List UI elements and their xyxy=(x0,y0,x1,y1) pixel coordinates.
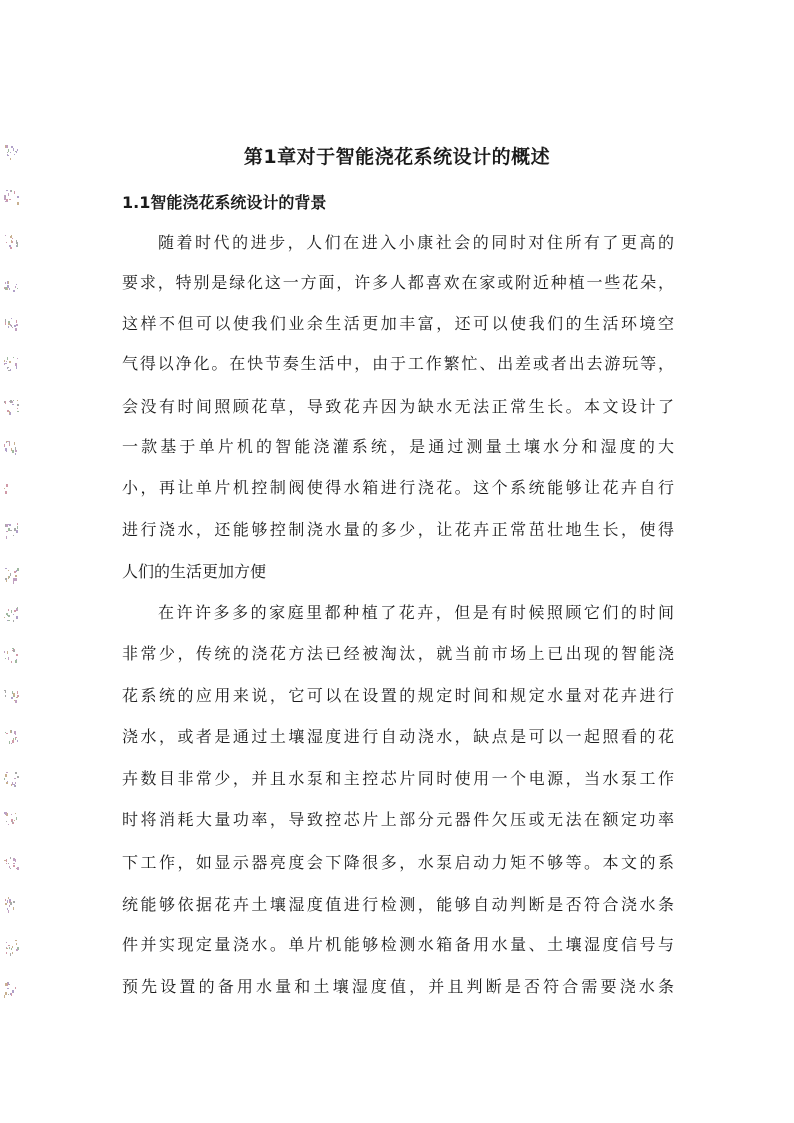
noise-dot xyxy=(4,444,5,447)
noise-dot xyxy=(12,327,13,328)
noise-dot xyxy=(10,247,12,249)
noise-dot xyxy=(13,614,14,615)
noise-dot xyxy=(16,530,18,533)
noise-dot xyxy=(7,900,8,903)
noise-dot xyxy=(16,324,18,326)
noise-dot xyxy=(11,948,12,950)
noise-dot xyxy=(13,148,14,151)
noise-dot xyxy=(15,453,16,455)
margin-noise-mark xyxy=(4,190,20,206)
noise-dot xyxy=(5,812,7,815)
text-line: 非常少，传统的浇花方法已经被淘汰，就当前市场上已出现的智能浇 xyxy=(122,644,674,663)
noise-dot xyxy=(16,151,17,153)
noise-dot xyxy=(6,863,7,864)
noise-dot xyxy=(9,866,10,868)
noise-dot xyxy=(8,994,9,995)
margin-noise-mark xyxy=(4,982,20,998)
text-line: 人们的生活更加方便 xyxy=(122,562,267,581)
noise-dot xyxy=(9,443,10,446)
noise-dot xyxy=(15,660,17,663)
noise-dot xyxy=(17,288,18,289)
text-line: 小，再让单片机控制阀使得水箱进行浇花。这个系统能够让花卉自行 xyxy=(122,478,674,497)
noise-dot xyxy=(17,607,18,609)
noise-dot xyxy=(8,620,10,621)
noise-dot xyxy=(12,401,13,403)
text-line: 统能够依据花卉土壤湿度值进行检测，能够自动判断是否符合浇水条 xyxy=(122,895,674,914)
noise-dot xyxy=(16,654,18,656)
noise-dot xyxy=(13,693,15,696)
noise-dot xyxy=(6,952,7,954)
noise-dot xyxy=(17,408,18,409)
noise-dot xyxy=(11,190,12,192)
noise-dot xyxy=(4,995,5,998)
noise-dot xyxy=(6,948,8,949)
text-line: 会没有时间照顾花草，导致花卉因为缺水无法正常生长。本文设计了 xyxy=(122,397,674,416)
noise-dot xyxy=(8,441,10,442)
noise-dot xyxy=(6,361,7,362)
noise-dot xyxy=(6,613,8,615)
noise-dot xyxy=(12,782,13,785)
noise-dot xyxy=(13,357,14,358)
noise-dot xyxy=(5,568,7,569)
noise-dot xyxy=(5,578,7,580)
noise-dot xyxy=(11,993,12,996)
noise-dot xyxy=(10,730,11,733)
noise-dot xyxy=(15,733,16,735)
noise-dot xyxy=(13,865,15,867)
noise-dot xyxy=(17,867,19,870)
noise-dot xyxy=(15,578,17,581)
noise-dot xyxy=(5,992,7,995)
noise-dot xyxy=(17,202,19,205)
noise-dot xyxy=(6,145,8,148)
noise-dot xyxy=(12,238,13,239)
noise-dot xyxy=(4,197,6,200)
noise-dot xyxy=(6,442,7,443)
noise-dot xyxy=(5,448,7,451)
noise-dot xyxy=(9,905,10,907)
noise-dot xyxy=(6,242,7,243)
noise-dot xyxy=(9,288,10,290)
noise-dot xyxy=(17,740,18,742)
noise-dot xyxy=(7,201,8,202)
noise-dot xyxy=(10,400,12,403)
noise-dot xyxy=(11,235,12,236)
noise-dot xyxy=(14,784,15,787)
noise-dot xyxy=(15,813,16,814)
text-line: 时将消耗大量功率，导致控芯片上部分元器件欠压或无法在额定功率 xyxy=(122,810,674,829)
noise-dot xyxy=(16,868,17,869)
noise-dot xyxy=(6,859,7,862)
margin-noise-mark xyxy=(4,897,20,913)
margin-noise-mark xyxy=(4,400,20,416)
text-line: 浇水，或者是通过土壤湿度进行自动浇水，缺点是可以一起照看的花 xyxy=(122,727,674,746)
noise-dot xyxy=(8,910,9,913)
margin-noise-mark xyxy=(4,482,20,498)
noise-dot xyxy=(15,450,17,452)
noise-dot xyxy=(16,697,18,698)
noise-dot xyxy=(12,946,13,948)
noise-dot xyxy=(5,196,6,197)
noise-dot xyxy=(7,154,8,156)
noise-dot xyxy=(16,701,17,703)
noise-dot xyxy=(4,363,5,365)
noise-dot xyxy=(5,690,6,693)
noise-dot xyxy=(6,536,7,539)
noise-dot xyxy=(5,658,6,659)
margin-noise-mark xyxy=(4,523,20,539)
noise-dot xyxy=(7,531,8,532)
noise-dot xyxy=(17,776,19,778)
noise-dot xyxy=(15,772,17,774)
margin-noise-mark xyxy=(4,690,20,706)
noise-dot xyxy=(10,953,11,956)
noise-dot xyxy=(9,524,11,526)
margin-noise-mark xyxy=(4,145,20,161)
noise-dot xyxy=(11,448,12,451)
noise-dot xyxy=(11,240,12,243)
noise-dot xyxy=(17,149,18,151)
margin-noise-mark xyxy=(4,357,20,373)
noise-dot xyxy=(8,321,10,323)
margin-noise-mark xyxy=(4,607,20,623)
noise-dot xyxy=(16,366,17,369)
noise-dot xyxy=(10,324,11,326)
noise-dot xyxy=(14,191,15,194)
noise-dot xyxy=(17,523,18,525)
noise-dot xyxy=(15,328,17,331)
noise-dot xyxy=(10,152,11,153)
noise-dot xyxy=(14,154,15,155)
noise-dot xyxy=(4,401,5,403)
noise-dot xyxy=(9,899,11,901)
noise-dot xyxy=(16,818,17,819)
noise-dot xyxy=(8,824,9,825)
noise-dot xyxy=(15,363,17,366)
noise-dot xyxy=(5,695,6,697)
noise-dot xyxy=(6,942,7,943)
noise-dot xyxy=(8,281,9,284)
noise-dot xyxy=(7,651,8,654)
noise-dot xyxy=(6,484,8,487)
noise-dot xyxy=(7,367,9,368)
noise-dot xyxy=(5,282,6,284)
noise-dot xyxy=(9,245,11,247)
noise-dot xyxy=(8,945,10,946)
noise-dot xyxy=(9,411,10,414)
noise-dot xyxy=(10,857,11,859)
noise-dot xyxy=(17,196,19,198)
text-line: 要求，特别是绿化这一方面，许多人都喜欢在家或附近种植一些花朵， xyxy=(122,273,674,292)
margin-noise-mark xyxy=(4,440,20,456)
noise-dot xyxy=(16,284,17,285)
noise-dot xyxy=(11,743,12,744)
noise-dot xyxy=(13,290,15,292)
noise-dot xyxy=(8,863,9,864)
section-heading: 1.1智能浇花系统设计的背景 xyxy=(122,193,327,212)
noise-dot xyxy=(14,820,15,821)
noise-dot xyxy=(17,400,18,401)
noise-dot xyxy=(15,859,16,862)
noise-dot xyxy=(9,947,10,949)
noise-dot xyxy=(6,733,8,734)
noise-dot xyxy=(9,361,11,363)
text-line: 下工作，如显示器亮度会下降很多，水泵启动力矩不够等。本文的系 xyxy=(122,853,674,872)
noise-dot xyxy=(4,778,5,780)
noise-dot xyxy=(16,949,18,951)
noise-dot xyxy=(16,616,18,619)
noise-dot xyxy=(15,737,17,738)
margin-noise-mark xyxy=(4,648,20,664)
text-line: 气得以净化。在快节奏生活中，由于工作繁忙、出差或者出去游玩等， xyxy=(122,354,674,373)
noise-dot xyxy=(5,491,7,494)
chapter-title: 第1章对于智能浇花系统设计的概述 xyxy=(243,146,551,168)
margin-noise-mark xyxy=(4,730,20,746)
noise-dot xyxy=(5,287,7,290)
noise-dot xyxy=(13,581,14,584)
noise-dot xyxy=(7,988,9,989)
noise-dot xyxy=(13,650,15,652)
noise-dot xyxy=(9,741,10,744)
noise-dot xyxy=(10,868,11,869)
noise-dot xyxy=(10,530,12,531)
noise-dot xyxy=(4,651,5,653)
noise-dot xyxy=(4,860,6,861)
noise-dot xyxy=(15,286,16,288)
margin-noise-mark xyxy=(4,772,20,788)
noise-dot xyxy=(17,404,19,406)
noise-dot xyxy=(10,369,11,371)
noise-dot xyxy=(11,697,13,699)
noise-dot xyxy=(10,236,12,238)
noise-dot xyxy=(13,400,14,401)
margin-noise-mark xyxy=(4,812,20,828)
noise-dot xyxy=(13,578,15,581)
noise-dot xyxy=(5,322,6,325)
text-line: 一款基于单片机的智能浇灌系统，是通过测量土壤水分和湿度的大 xyxy=(122,437,674,456)
noise-dot xyxy=(7,908,8,910)
noise-dot xyxy=(9,984,10,985)
noise-dot xyxy=(12,241,13,243)
noise-dot xyxy=(15,987,16,989)
text-line: 进行浇水，还能够控制浇水量的多少，让花卉正常茁壮地生长，使得 xyxy=(122,520,674,539)
margin-noise-mark xyxy=(4,277,20,293)
noise-dot xyxy=(15,782,16,784)
noise-dot xyxy=(13,901,15,903)
noise-dot xyxy=(4,360,5,362)
noise-dot xyxy=(13,907,14,910)
noise-dot xyxy=(11,610,12,613)
text-line: 在许许多多的家庭里都种植了花卉，但是有时候照顾它们的时间 xyxy=(158,603,674,622)
text-line: 件并实现定量浇水。单片机能够检测水箱备用水量、土壤湿度信号与 xyxy=(122,935,674,954)
noise-dot xyxy=(5,145,6,148)
noise-dot xyxy=(17,695,19,697)
margin-noise-mark xyxy=(4,235,20,251)
noise-dot xyxy=(14,778,16,779)
text-line: 预先设置的备用水量和土壤湿度值，并且判断是否符合需要浇水条 xyxy=(122,977,674,996)
noise-dot xyxy=(5,732,6,733)
noise-dot xyxy=(14,571,16,573)
noise-dot xyxy=(15,940,17,941)
noise-dot xyxy=(11,318,12,319)
noise-dot xyxy=(7,410,9,412)
noise-dot xyxy=(7,285,9,288)
noise-dot xyxy=(8,326,9,328)
noise-dot xyxy=(10,190,11,192)
noise-dot xyxy=(7,357,8,360)
margin-noise-mark xyxy=(4,857,20,873)
noise-dot xyxy=(12,821,13,823)
noise-dot xyxy=(14,442,15,445)
noise-dot xyxy=(14,700,15,701)
noise-dot xyxy=(8,193,9,196)
noise-dot xyxy=(8,528,10,531)
noise-dot xyxy=(12,952,13,954)
noise-dot xyxy=(8,609,9,611)
noise-dot xyxy=(13,738,14,739)
noise-dot xyxy=(17,358,18,359)
noise-dot xyxy=(17,411,19,412)
noise-dot xyxy=(10,902,11,903)
noise-dot xyxy=(6,190,8,191)
noise-dot xyxy=(7,615,8,616)
noise-dot xyxy=(10,573,11,576)
noise-dot xyxy=(5,903,7,905)
text-line: 这样不但可以使我们业余生活更加丰富，还可以使我们的生活环境空 xyxy=(122,314,674,333)
noise-dot xyxy=(6,821,7,822)
text-line: 卉数目非常少，并且水泵和主控芯片同时使用一个电源，当水泵工作 xyxy=(122,769,674,788)
noise-dot xyxy=(8,615,10,617)
noise-dot xyxy=(16,320,17,323)
text-line: 随着时代的进步，人们在进入小康社会的同时对住所有了更高的 xyxy=(158,233,674,252)
margin-noise-mark xyxy=(4,940,20,956)
noise-dot xyxy=(5,401,6,404)
margin-noise-mark xyxy=(4,568,20,584)
noise-dot xyxy=(7,152,8,153)
noise-dot xyxy=(4,488,5,489)
text-line: 花系统的应用来说，它可以在设置的规定时间和规定水量对花卉进行 xyxy=(122,686,674,705)
noise-dot xyxy=(6,772,8,773)
noise-dot xyxy=(10,158,11,160)
noise-dot xyxy=(13,863,14,864)
noise-dot xyxy=(11,814,12,815)
noise-dot xyxy=(6,782,8,784)
noise-dot xyxy=(12,990,14,993)
noise-dot xyxy=(13,535,14,536)
noise-dot xyxy=(8,570,9,571)
noise-dot xyxy=(4,617,5,618)
noise-dot xyxy=(9,442,10,443)
noise-dot xyxy=(6,815,7,816)
margin-noise-mark xyxy=(4,318,20,334)
noise-dot xyxy=(15,151,16,152)
noise-dot xyxy=(11,661,12,663)
noise-dot xyxy=(17,526,18,529)
noise-dot xyxy=(15,575,17,577)
noise-dot xyxy=(5,363,7,364)
noise-dot xyxy=(17,568,19,571)
noise-dot xyxy=(13,620,14,622)
noise-dot xyxy=(7,813,8,816)
noise-dot xyxy=(12,450,14,453)
noise-dot xyxy=(12,404,14,405)
noise-dot xyxy=(8,149,9,152)
noise-dot xyxy=(17,244,18,247)
noise-dot xyxy=(9,199,11,200)
noise-dot xyxy=(5,235,6,236)
noise-dot xyxy=(17,691,18,694)
noise-dot xyxy=(6,441,8,442)
noise-dot xyxy=(7,620,8,621)
noise-dot xyxy=(9,576,10,578)
noise-dot xyxy=(16,943,17,945)
noise-dot xyxy=(12,740,14,743)
noise-dot xyxy=(5,774,7,777)
noise-dot xyxy=(5,899,6,901)
noise-dot xyxy=(8,657,9,660)
